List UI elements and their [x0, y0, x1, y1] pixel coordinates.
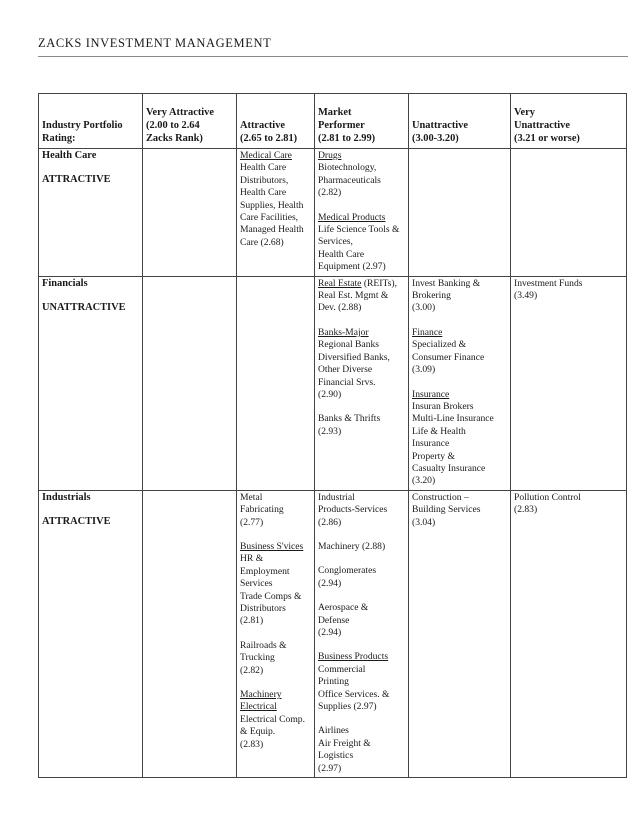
column-header-line: (2.00 to 2.64	[146, 120, 200, 131]
industry-line: Invest Banking &	[412, 277, 481, 289]
industry-line: Managed Health	[240, 224, 304, 236]
industry-entry	[318, 150, 405, 200]
industry-line: Biotechnology,	[318, 162, 377, 174]
column-header-line: Attractive	[240, 120, 285, 131]
industry-entry	[240, 689, 311, 751]
industry-group-heading: Electrical	[240, 701, 277, 713]
industry-entry	[318, 565, 405, 590]
industry-line	[240, 541, 311, 553]
industry-line: Care (2.68)	[240, 236, 284, 248]
table-row	[39, 490, 627, 777]
industry-entry	[412, 278, 507, 315]
column-header-line: Market	[318, 107, 352, 118]
industry-line: Airlines	[318, 725, 349, 737]
industry-line: Aerospace &	[318, 602, 369, 614]
industry-entry	[318, 541, 405, 553]
industry-entry	[318, 492, 405, 529]
column-header-line: Unattractive	[514, 120, 570, 131]
industry-group-heading: Drugs	[318, 150, 342, 161]
industry-entry	[318, 278, 405, 315]
industry-line: (2.82)	[240, 664, 264, 676]
industry-line: Regional Banks	[318, 339, 380, 351]
industry-cell	[237, 276, 315, 490]
industry-line: Railroads &	[240, 639, 287, 651]
industry-line: Logistics	[318, 750, 354, 762]
industry-cell	[143, 149, 237, 277]
column-header-line: Very Attractive	[146, 107, 214, 118]
industry-line	[318, 212, 405, 224]
industry-entry	[514, 492, 623, 517]
industry-line: Air Freight &	[318, 737, 371, 749]
industry-entry	[240, 150, 311, 249]
industry-line: HR &	[240, 553, 264, 565]
industry-line: Industrial	[318, 491, 355, 503]
header-unattractive	[409, 94, 511, 149]
industry-entry	[318, 651, 405, 713]
industry-line	[240, 150, 311, 162]
industry-line: (3.04)	[412, 516, 436, 528]
column-header-line: Unattractive	[412, 120, 468, 131]
industry-line: (3.09)	[412, 364, 436, 376]
industry-line: Property &	[412, 450, 455, 462]
industry-cell	[237, 149, 315, 277]
industry-line: Health Care	[318, 248, 365, 260]
industry-group-heading: Real Estate	[318, 277, 362, 289]
column-header-line: (3.21 or worse)	[514, 133, 580, 144]
industry-group-heading: Finance	[412, 326, 443, 338]
industry-line: Electrical Comp.	[240, 713, 306, 725]
sector-cell	[39, 490, 143, 777]
industry-line: Care Facilities,	[240, 212, 299, 224]
table-row	[39, 149, 627, 277]
sector-name: Industrials	[42, 491, 91, 503]
industry-line: Pollution Control	[514, 491, 581, 503]
industry-entry	[240, 541, 311, 628]
industry-cell	[315, 490, 409, 777]
industry-line: (2.94)	[318, 627, 342, 638]
industry-entry	[318, 602, 405, 639]
column-header-line: (2.65 to 2.81)	[240, 133, 298, 144]
industry-line: Supplies (2.97)	[318, 701, 377, 713]
industry-line: (3.49)	[514, 290, 538, 302]
industry-entry	[318, 327, 405, 401]
industry-group-heading: Business Products	[318, 651, 389, 663]
column-header-line: Very	[514, 107, 535, 118]
industry-cell	[315, 149, 409, 277]
industry-group-heading: Banks-Major	[318, 326, 369, 338]
industry-line: Defense	[318, 614, 350, 626]
industry-line: Printing	[318, 676, 349, 688]
sector-rating: UNATTRACTIVE	[42, 302, 126, 314]
industry-rating-table	[38, 93, 627, 778]
industry-group-heading: Medical Care	[240, 150, 292, 161]
industry-cell	[409, 149, 511, 277]
industry-entry	[412, 327, 507, 377]
industry-line: Metal	[240, 491, 263, 503]
industry-entry	[318, 413, 405, 438]
industry-entry	[240, 640, 311, 677]
industry-line: (2.83)	[240, 738, 264, 750]
industry-line: Machinery (2.88)	[318, 540, 386, 552]
industry-line: Specialized &	[412, 339, 467, 351]
industry-line: Construction –	[412, 491, 469, 503]
industry-line	[240, 701, 311, 713]
industry-entry	[240, 492, 311, 529]
industry-entry	[318, 725, 405, 775]
industry-line: (2.83)	[514, 504, 538, 516]
industry-line: Insuran Brokers	[412, 400, 474, 412]
industry-line: (2.93)	[318, 425, 342, 437]
industry-entry	[412, 389, 507, 488]
industry-entry	[412, 492, 507, 529]
industry-line: (2.77)	[240, 516, 264, 528]
industry-line: Pharmaceuticals	[318, 174, 381, 186]
sector-name: Health Care	[42, 150, 97, 161]
industry-cell	[511, 276, 627, 490]
industry-line	[412, 389, 507, 401]
industry-group-heading: Business S'vices	[240, 540, 304, 552]
industry-line: Building Services	[412, 504, 481, 516]
industry-cell	[409, 276, 511, 490]
industry-cell	[315, 276, 409, 490]
industry-cell	[143, 276, 237, 490]
industry-line: Real Est. Mgmt &	[318, 290, 389, 302]
column-header-line: (3.00-3.20)	[412, 133, 459, 144]
industry-line	[240, 689, 311, 701]
industry-line	[412, 327, 507, 339]
header-very-attractive	[143, 94, 237, 149]
header-market-performer	[315, 94, 409, 149]
sector-name: Financials	[42, 277, 88, 289]
industry-line: (3.20)	[412, 475, 436, 487]
header-industry-rating	[39, 94, 143, 149]
industry-line	[318, 651, 405, 663]
industry-line: (2.94)	[318, 577, 342, 589]
industry-line: (2.81)	[240, 615, 264, 627]
industry-line: Investment Funds	[514, 277, 583, 289]
industry-line	[318, 327, 405, 339]
industry-line: Fabricating	[240, 504, 284, 516]
industry-line: Equipment (2.97)	[318, 261, 386, 273]
industry-line: Life Science Tools &	[318, 224, 400, 236]
header-attractive	[237, 94, 315, 149]
industry-line: (3.00)	[412, 302, 436, 314]
industry-line: Distributors	[240, 603, 286, 614]
table-body	[39, 149, 627, 778]
column-header-line: Rating:	[42, 133, 76, 144]
industry-line: Diversified Banks,	[318, 351, 390, 363]
industry-line: Employment	[240, 565, 290, 577]
sector-cell	[39, 276, 143, 490]
industry-group-heading: Medical Products	[318, 211, 386, 223]
industry-line	[318, 150, 405, 162]
industry-line: Banks & Thrifts	[318, 413, 381, 425]
sector-rating: ATTRACTIVE	[42, 174, 111, 186]
column-header-line: Performer	[318, 120, 365, 131]
industry-line: Trade Comps &	[240, 590, 302, 602]
table-row	[39, 276, 627, 490]
industry-cell	[511, 490, 627, 777]
industry-line: (2.82)	[318, 187, 342, 199]
industry-line: Conglomerates	[318, 565, 377, 577]
industry-line: Trucking	[240, 652, 275, 664]
industry-group-heading: Machinery	[240, 689, 282, 701]
industry-line: Real Estate (REITs),	[318, 277, 397, 289]
sector-cell	[39, 149, 143, 277]
industry-line: (2.97)	[318, 762, 342, 774]
industry-line: Supplies, Health	[240, 199, 304, 211]
column-header-line: Zacks Rank)	[146, 133, 203, 144]
industry-line: Multi-Line Insurance	[412, 413, 494, 425]
industry-line: Commercial	[318, 663, 366, 675]
industry-line: & Equip.	[240, 726, 276, 738]
industry-cell	[511, 149, 627, 277]
table-header-row	[39, 94, 627, 149]
industry-cell	[237, 490, 315, 777]
column-header-line: (2.81 to 2.99)	[318, 133, 376, 144]
industry-line: Brokering	[412, 290, 451, 302]
sector-rating: ATTRACTIVE	[42, 516, 111, 528]
page-header-title: ZACKS INVESTMENT MANAGEMENT	[38, 36, 272, 50]
industry-line: Insurance	[412, 438, 450, 450]
industry-line: (2.86)	[318, 516, 342, 528]
industry-entry	[514, 278, 623, 303]
industry-line: Services	[240, 578, 273, 590]
header-very-unattractive	[511, 94, 627, 149]
industry-line: Distributors,	[240, 174, 289, 186]
industry-cell	[143, 490, 237, 777]
industry-group-heading: Insurance	[412, 388, 450, 400]
industry-line: Financial Srvs.	[318, 376, 376, 388]
industry-line: Office Services. &	[318, 688, 390, 700]
industry-line: Health Care	[240, 187, 287, 199]
column-header-line: Industry Portfolio	[42, 120, 123, 131]
industry-line: Consumer Finance	[412, 351, 485, 363]
industry-line: Products-Services	[318, 504, 388, 516]
industry-line: Casualty Insurance	[412, 462, 486, 474]
industry-entry	[318, 212, 405, 274]
header-divider	[38, 56, 628, 57]
industry-line: (2.90)	[318, 388, 342, 400]
industry-cell	[409, 490, 511, 777]
industry-line: Other Diverse	[318, 364, 373, 376]
industry-line: Health Care	[240, 162, 287, 174]
industry-line: Life & Health	[412, 425, 466, 437]
industry-line: Services,	[318, 236, 353, 248]
industry-line: Dev. (2.88)	[318, 302, 362, 314]
